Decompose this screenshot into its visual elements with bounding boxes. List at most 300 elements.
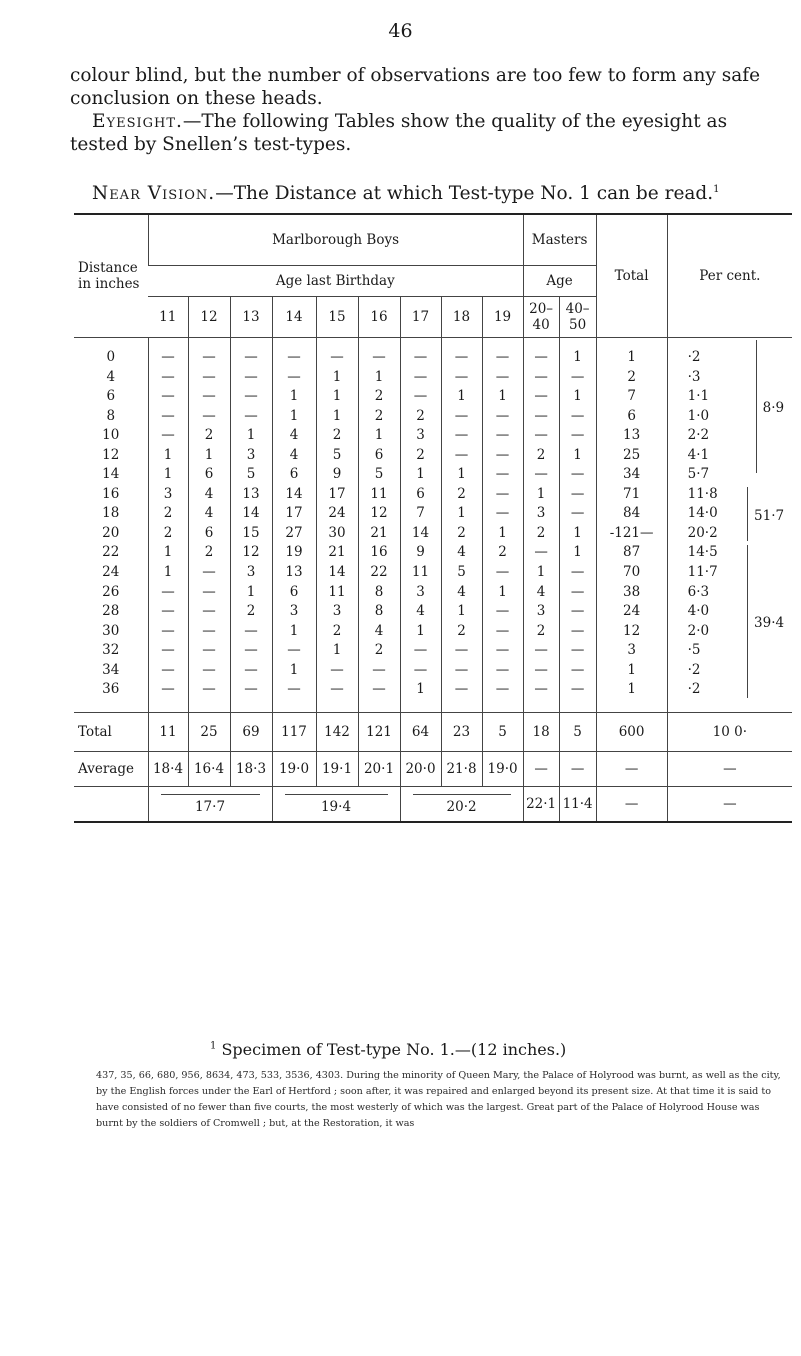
count-cell: — — [441, 680, 482, 712]
count-cell: — — [148, 407, 188, 427]
count-cell: 1 — [559, 446, 596, 466]
row-total-cell: 12 — [596, 622, 667, 642]
count-cell: 17 — [316, 485, 358, 505]
count-cell: 1 — [559, 387, 596, 407]
row-pct-value: 1·1 — [687, 388, 710, 405]
marlborough-header: Marlborough Boys — [148, 214, 523, 266]
average-total-cell: — — [596, 751, 667, 786]
count-cell: — — [482, 465, 523, 485]
count-cell: — — [230, 387, 272, 407]
count-cell: — — [523, 407, 559, 427]
average-cell: 20·0 — [400, 751, 441, 786]
count-cell: 1 — [272, 622, 316, 642]
table-row — [74, 368, 792, 388]
count-cell: — — [441, 407, 482, 427]
average-cell: — — [523, 751, 559, 786]
count-cell: — — [188, 641, 230, 661]
count-cell: 1 — [148, 465, 188, 485]
table-row — [74, 446, 792, 466]
row-total-cell: 34 — [596, 465, 667, 485]
count-cell: 14 — [272, 485, 316, 505]
row-pct-value: 1·0 — [687, 407, 710, 424]
distance-cell: 26 — [102, 583, 120, 600]
count-cell: 3 — [230, 563, 272, 583]
distance-cell: 18 — [102, 505, 120, 522]
group-pct-2: 51·7 — [747, 487, 784, 542]
count-cell: 14 — [230, 504, 272, 524]
count-cell: — — [188, 583, 230, 603]
count-cell: — — [559, 485, 596, 505]
total-cell: 142 — [316, 712, 358, 751]
count-cell: — — [230, 680, 272, 712]
count-cell: — — [441, 446, 482, 466]
count-cell: 4 — [523, 583, 559, 603]
count-cell: — — [230, 661, 272, 681]
count-cell: 19 — [272, 543, 316, 563]
count-cell: 3 — [230, 446, 272, 466]
count-cell: — — [523, 368, 559, 388]
count-cell: — — [559, 622, 596, 642]
count-cell: 4 — [441, 543, 482, 563]
average-label: Average — [74, 751, 148, 786]
count-cell: — — [523, 641, 559, 661]
footnote-text: Specimen of Test-type No. 1.—(12 inches.) — [221, 1040, 567, 1059]
table-row — [74, 524, 792, 544]
row-total-cell: 70 — [596, 563, 667, 583]
count-cell: — — [230, 368, 272, 388]
count-cell: — — [358, 338, 400, 368]
count-cell: — — [559, 426, 596, 446]
count-cell: — — [482, 446, 523, 466]
count-cell: — — [148, 338, 188, 368]
count-cell: 8 — [358, 583, 400, 603]
count-cell: 2 — [441, 622, 482, 642]
count-cell: — — [188, 680, 230, 712]
footnote-mark: 1 — [210, 1040, 217, 1052]
count-cell: 1 — [523, 485, 559, 505]
row-total-cell: 1 — [596, 338, 667, 368]
count-cell: 3 — [523, 504, 559, 524]
count-cell: — — [230, 338, 272, 368]
count-cell: — — [188, 661, 230, 681]
table-row — [74, 407, 792, 427]
count-cell: — — [559, 368, 596, 388]
specimen-text: 437, 35, 66, 680, 956, 8634, 473, 533, 3536, 4303. During the minority of Queen Mary, the Palace of Holyrood was burnt, as well as the city, by the English forces under the Earl of Hertford ; soon after, it was repaired and enlarged beyond its present size. At that time it is said to have consisted of no fewer than five courts, the most westerly of which was the largest. Great part of the Palace of Holyrood House was burnt by the soldiers of Cromwell ; but, at the Restoration, it was — [96, 1070, 781, 1129]
count-cell: 13 — [230, 485, 272, 505]
count-cell: 1 — [358, 426, 400, 446]
count-cell: 1 — [230, 583, 272, 603]
count-cell: — — [441, 426, 482, 446]
count-cell: — — [559, 661, 596, 681]
count-cell: 2 — [358, 641, 400, 661]
total-cell: 5 — [559, 712, 596, 751]
count-cell: 9 — [316, 465, 358, 485]
count-cell: 6 — [188, 524, 230, 544]
count-cell: 4 — [400, 602, 441, 622]
count-cell: 1 — [148, 563, 188, 583]
distance-cell: 0 — [106, 349, 116, 365]
distance-cell: 22 — [102, 544, 120, 561]
count-cell: 1 — [523, 563, 559, 583]
count-cell: 5 — [441, 563, 482, 583]
row-pct-value: ·3 — [687, 368, 701, 385]
table-title-footnote-mark: 1 — [713, 183, 720, 195]
distance-cell: 32 — [102, 642, 120, 659]
distance-cell: 36 — [102, 681, 120, 698]
count-cell: 11 — [358, 485, 400, 505]
count-cell: 30 — [316, 524, 358, 544]
count-cell: — — [188, 622, 230, 642]
age-header-14: 14 — [272, 297, 316, 338]
row-pct-value: ·5 — [687, 642, 701, 659]
count-cell: 2 — [523, 446, 559, 466]
count-cell: — — [316, 680, 358, 712]
count-cell: 2 — [316, 622, 358, 642]
table-row — [74, 338, 792, 368]
total-cell: 5 — [482, 712, 523, 751]
table-title — [92, 183, 792, 204]
age-header-17: 17 — [400, 297, 441, 338]
total-cell: 69 — [230, 712, 272, 751]
row-pct-value: 14·0 — [687, 505, 718, 522]
count-cell: 4 — [188, 504, 230, 524]
count-cell: — — [482, 407, 523, 427]
count-cell: — — [482, 680, 523, 712]
count-cell: 2 — [188, 426, 230, 446]
count-cell: — — [523, 661, 559, 681]
average-row — [74, 751, 792, 786]
count-cell: — — [441, 338, 482, 368]
count-cell: — — [559, 641, 596, 661]
count-cell: — — [188, 407, 230, 427]
row-total-cell: 1 — [596, 680, 667, 712]
total-label: Total — [74, 712, 148, 751]
table-row — [74, 661, 792, 681]
count-cell: — — [441, 641, 482, 661]
count-cell: 14 — [316, 563, 358, 583]
count-cell: 2 — [358, 407, 400, 427]
count-cell: 2 — [523, 524, 559, 544]
count-cell: 8 — [358, 602, 400, 622]
distance-cell: 14 — [102, 466, 120, 483]
count-cell: — — [559, 407, 596, 427]
row-pct-value: 20·2 — [687, 524, 718, 541]
total-cell: 25 — [188, 712, 230, 751]
count-cell: 4 — [272, 426, 316, 446]
count-cell: 2 — [482, 543, 523, 563]
group-average-stub — [74, 786, 148, 822]
vision-table-wrapper — [74, 213, 792, 823]
row-total-cell: 13 — [596, 426, 667, 446]
count-cell: 2 — [316, 426, 358, 446]
count-cell: 2 — [441, 485, 482, 505]
total-cell: 121 — [358, 712, 400, 751]
count-cell: 6 — [272, 583, 316, 603]
count-cell: — — [148, 622, 188, 642]
average-cell: — — [559, 751, 596, 786]
average-cell: 18·4 — [148, 751, 188, 786]
row-pct-value: 14·5 — [687, 544, 718, 561]
age-header-40–50: 40–50 — [559, 297, 596, 338]
row-pct-value: ·2 — [687, 681, 701, 698]
table-row — [74, 504, 792, 524]
count-cell: — — [400, 387, 441, 407]
count-cell: 2 — [523, 622, 559, 642]
table-title-lead: Near Vision. — [92, 183, 216, 204]
count-cell: 1 — [316, 641, 358, 661]
average-cell: 16·4 — [188, 751, 230, 786]
count-cell: — — [559, 563, 596, 583]
count-cell: — — [188, 602, 230, 622]
table-row — [74, 543, 792, 563]
row-pct-value: 11·7 — [687, 564, 718, 581]
count-cell: — — [148, 680, 188, 712]
row-total-cell: 38 — [596, 583, 667, 603]
count-cell: 1 — [272, 387, 316, 407]
count-cell: — — [358, 661, 400, 681]
count-cell: — — [559, 680, 596, 712]
count-cell: — — [482, 661, 523, 681]
table-row — [74, 680, 792, 712]
count-cell: 12 — [358, 504, 400, 524]
count-cell: — — [230, 622, 272, 642]
total-header: Total — [596, 214, 667, 338]
count-cell: 21 — [316, 543, 358, 563]
count-cell: 9 — [400, 543, 441, 563]
count-cell: 13 — [272, 563, 316, 583]
group-pct-1: 8·9 — [756, 340, 784, 473]
count-cell: 1 — [400, 622, 441, 642]
count-cell: 2 — [148, 504, 188, 524]
count-cell: — — [358, 680, 400, 712]
row-pct-value: ·2 — [687, 661, 701, 678]
count-cell: — — [482, 426, 523, 446]
average-cell: 20·1 — [358, 751, 400, 786]
age-header-15: 15 — [316, 297, 358, 338]
table-row — [74, 602, 792, 622]
count-cell: 2 — [230, 602, 272, 622]
count-cell: — — [148, 387, 188, 407]
count-cell: — — [188, 563, 230, 583]
count-cell: — — [230, 641, 272, 661]
count-cell: 3 — [272, 602, 316, 622]
count-cell: — — [272, 641, 316, 661]
total-cell: 64 — [400, 712, 441, 751]
count-cell: 1 — [559, 338, 596, 368]
distance-cell: 10 — [102, 427, 120, 444]
count-cell: 1 — [441, 504, 482, 524]
age-last-birthday-header: Age last Birthday — [148, 266, 523, 297]
grand-total-cell: 600 — [596, 712, 667, 751]
table-row — [74, 387, 792, 407]
row-pct-value: 2·2 — [687, 427, 710, 444]
distance-cell: 6 — [106, 388, 116, 405]
group-average-row — [74, 786, 792, 822]
distance-cell: 34 — [102, 661, 120, 678]
count-cell: 3 — [148, 485, 188, 505]
count-cell: 1 — [272, 407, 316, 427]
count-cell: 1 — [482, 524, 523, 544]
count-cell: 2 — [400, 407, 441, 427]
count-cell: 1 — [316, 387, 358, 407]
count-cell: — — [482, 641, 523, 661]
row-total-cell: 1 — [596, 661, 667, 681]
group-average-11-13: 17·7 — [148, 786, 272, 822]
row-total-cell: 84 — [596, 504, 667, 524]
row-pct-value: 2·0 — [687, 622, 710, 639]
count-cell: 1 — [441, 387, 482, 407]
row-total-cell: 6 — [596, 407, 667, 427]
age-header-12: 12 — [188, 297, 230, 338]
total-cell: 117 — [272, 712, 316, 751]
row-total-cell: 24 — [596, 602, 667, 622]
distance-cell: 28 — [102, 603, 120, 620]
count-cell: 17 — [272, 504, 316, 524]
group-average-masters-20-40: 22·1 — [523, 786, 559, 822]
group-average-17-19: 20·2 — [400, 786, 523, 822]
table-row — [74, 641, 792, 661]
intro-paragraph-1: colour blind, but the number of observations are too few to form any safe conclusion on these heads. — [70, 65, 761, 109]
age-header-13: 13 — [230, 297, 272, 338]
table-row — [74, 563, 792, 583]
count-cell: 6 — [272, 465, 316, 485]
count-cell: 3 — [400, 426, 441, 446]
distance-header: Distance in inches — [74, 214, 148, 338]
count-cell: 2 — [188, 543, 230, 563]
average-cell: 19·0 — [482, 751, 523, 786]
count-cell: 16 — [358, 543, 400, 563]
count-cell: 1 — [148, 446, 188, 466]
row-total-cell: 71 — [596, 485, 667, 505]
count-cell: — — [148, 426, 188, 446]
row-pct-value: 6·3 — [687, 583, 710, 600]
count-cell: — — [441, 368, 482, 388]
count-cell: 12 — [230, 543, 272, 563]
count-cell: — — [316, 661, 358, 681]
table-row — [74, 465, 792, 485]
table-row — [74, 583, 792, 603]
distance-cell: 24 — [102, 564, 120, 581]
count-cell: — — [523, 338, 559, 368]
count-cell: — — [148, 641, 188, 661]
age-header-19: 19 — [482, 297, 523, 338]
count-cell: 24 — [316, 504, 358, 524]
distance-cell: 20 — [102, 524, 120, 541]
distance-cell: 8 — [106, 407, 116, 424]
distance-cell: 12 — [102, 446, 120, 463]
count-cell: — — [523, 387, 559, 407]
count-cell: — — [148, 583, 188, 603]
count-cell: 1 — [272, 661, 316, 681]
group-average-total: — — [596, 786, 667, 822]
group-average-14-16: 19·4 — [272, 786, 400, 822]
age-header-20–40: 20–40 — [523, 297, 559, 338]
average-cell: 18·3 — [230, 751, 272, 786]
intro-paragraph-2 — [70, 110, 782, 156]
count-cell: 11 — [400, 563, 441, 583]
count-cell: — — [400, 368, 441, 388]
total-pct-cell: 10 0· — [667, 712, 792, 751]
count-cell: — — [188, 338, 230, 368]
row-total-cell: -121— — [596, 524, 667, 544]
row-total-cell: 2 — [596, 368, 667, 388]
row-total-cell: 25 — [596, 446, 667, 466]
per-cent-header: Per cent. — [667, 214, 792, 338]
distance-cell: 30 — [102, 622, 120, 639]
count-cell: 6 — [358, 446, 400, 466]
count-cell: 1 — [482, 387, 523, 407]
page-number: 46 — [388, 20, 413, 42]
count-cell: — — [188, 368, 230, 388]
total-cell: 18 — [523, 712, 559, 751]
near-vision-table — [74, 213, 792, 823]
count-cell: — — [482, 338, 523, 368]
count-cell: 3 — [523, 602, 559, 622]
table-row — [74, 426, 792, 446]
count-cell: 6 — [188, 465, 230, 485]
row-pct-value: 11·8 — [687, 485, 718, 502]
age-header-16: 16 — [358, 297, 400, 338]
count-cell: 1 — [316, 368, 358, 388]
count-cell: — — [482, 504, 523, 524]
count-cell: 1 — [559, 524, 596, 544]
distance-cell: 16 — [102, 485, 120, 502]
count-cell: — — [148, 602, 188, 622]
count-cell: — — [559, 602, 596, 622]
count-cell: 1 — [188, 446, 230, 466]
count-cell: — — [482, 368, 523, 388]
average-cell: 19·0 — [272, 751, 316, 786]
count-cell: 14 — [400, 524, 441, 544]
count-cell: 1 — [441, 465, 482, 485]
count-cell: 5 — [358, 465, 400, 485]
count-cell: — — [188, 387, 230, 407]
count-cell: 2 — [441, 524, 482, 544]
count-cell: 5 — [230, 465, 272, 485]
age-header-18: 18 — [441, 297, 482, 338]
count-cell: 1 — [400, 465, 441, 485]
table-row — [74, 485, 792, 505]
count-cell: 4 — [188, 485, 230, 505]
count-cell: — — [482, 485, 523, 505]
count-cell: — — [441, 661, 482, 681]
count-cell: 2 — [148, 524, 188, 544]
row-pct-value: 4·1 — [687, 446, 710, 463]
group-average-masters-40-50: 11·4 — [559, 786, 596, 822]
count-cell: 2 — [358, 387, 400, 407]
group-pct-3: 39·4 — [747, 545, 784, 697]
count-cell: — — [523, 465, 559, 485]
total-cell: 23 — [441, 712, 482, 751]
count-cell: 4 — [441, 583, 482, 603]
table-title-text: —The Distance at which Test-type No. 1 can be read. — [215, 183, 714, 204]
count-cell: — — [148, 368, 188, 388]
count-cell: 1 — [148, 543, 188, 563]
count-cell: 21 — [358, 524, 400, 544]
count-cell: 15 — [230, 524, 272, 544]
count-cell: — — [272, 338, 316, 368]
count-cell: 27 — [272, 524, 316, 544]
row-pct-value: 5·7 — [687, 466, 710, 483]
row-pct-value: ·2 — [687, 349, 701, 365]
count-cell: — — [148, 661, 188, 681]
count-cell: — — [559, 583, 596, 603]
row-pct-value: 4·0 — [687, 603, 710, 620]
count-cell: — — [272, 680, 316, 712]
footnote — [210, 1040, 770, 1059]
count-cell: — — [482, 622, 523, 642]
age-header-11: 11 — [148, 297, 188, 338]
